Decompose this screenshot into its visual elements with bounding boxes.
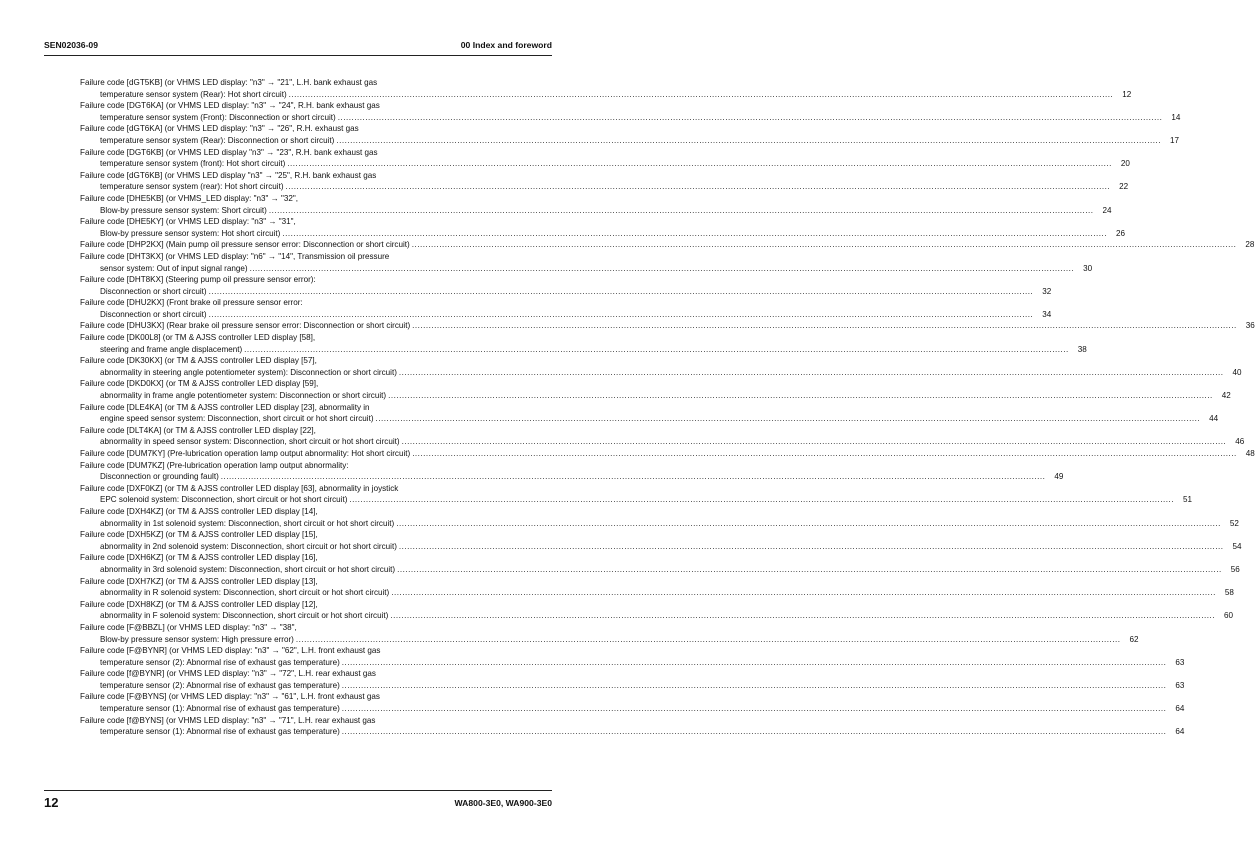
entry-page-number: 56 [1230, 564, 1240, 574]
entry-detail-text: Blow-by pressure sensor system: High pressure error) [100, 634, 294, 644]
header-divider [44, 55, 552, 56]
index-entry [80, 100, 1181, 123]
entry-detail-text: Blow-by pressure sensor system: Hot short circuit) [100, 228, 281, 238]
entry-detail-text: abnormality in 2nd solenoid system: Disconnection, short circuit or hot short circuit) [100, 541, 397, 551]
dot-leader: ............................................................................................................................................................................................................................................................................................................ [249, 263, 1075, 273]
index-entry [80, 622, 1139, 645]
entry-detail-line [80, 367, 1242, 379]
entry-title-line: Failure code [dGT5KB] (or VHMS LED display: "n3" → "21", L.H. bank exhaust gas [80, 78, 378, 87]
entry-detail-line [80, 471, 1064, 483]
index-entry [80, 123, 1179, 146]
index-entry [80, 483, 1193, 506]
entry-page-number: 62 [1129, 634, 1139, 644]
entry-detail-text: temperature sensor system (Front): Disconnection or short circuit) [100, 112, 336, 122]
entry-detail-text: Disconnection or short circuit) [100, 309, 207, 319]
entry-detail-line [80, 436, 1245, 448]
entry-page-number: 52 [1229, 518, 1239, 528]
entry-detail-text: abnormality in speed sensor system: Disconnection, short circuit or hot short circuit) [100, 437, 400, 447]
page-footer [44, 795, 552, 811]
entry-page-number: 38 [1077, 344, 1087, 354]
entry-page-number: 34 [1042, 309, 1052, 319]
dot-leader: ............................................................................................................................................................................................................................................................................................................ [295, 634, 1121, 644]
dot-leader: ............................................................................................................................................................................................................................................................................................................ [341, 657, 1167, 667]
entry-detail-text: EPC solenoid system: Disconnection, short circuit or hot short circuit) [100, 495, 348, 505]
entry-detail-text: engine speed sensor system: Disconnection, short circuit or hot short circuit) [100, 414, 374, 424]
dot-leader: ............................................................................................................................................................................................................................................................................................................ [375, 414, 1201, 424]
dot-leader: ............................................................................................................................................................................................................................................................................................................ [244, 344, 1069, 354]
index-entry [80, 147, 1130, 170]
dot-leader: ............................................................................................................................................................................................................................................................................................................ [341, 680, 1167, 690]
entry-detail-line [80, 320, 1255, 332]
entry-detail-text: temperature sensor system (front): Hot short circuit) [100, 159, 286, 169]
entry-detail-line [80, 112, 1181, 124]
entry-page-number: 30 [1083, 263, 1093, 273]
entry-title-line: Failure code [DHE5KY] (or VHMS LED display: "n3" → "31", [80, 217, 296, 227]
dot-leader: ............................................................................................................................................................................................................................................................................................................ [285, 182, 1111, 192]
entry-title-line: Failure code [DUM7KZ] (Pre-lubrication operation lamp output abnormality: [80, 460, 349, 470]
dot-leader: ............................................................................................................................................................................................................................................................................................................ [401, 437, 1227, 447]
entry-title-line: Failure code [dGT6KA] (or VHMS LED display: "n3" → "26", R.H. exhaust gas [80, 124, 359, 134]
index-entry [80, 460, 1064, 483]
entry-detail-text: abnormality in steering angle potentiometer system): Disconnection or short circuit) [100, 367, 397, 377]
dot-leader: ............................................................................................................................................................................................................................................................................................................ [268, 205, 1094, 215]
entry-page-number: 32 [1042, 286, 1052, 296]
dot-leader: ............................................................................................................................................................................................................................................................................................................ [397, 564, 1222, 574]
entry-detail-text: temperature sensor (2): Abnormal rise of exhaust gas temperature) [100, 657, 340, 667]
entry-page-number: 22 [1119, 182, 1129, 192]
entry-title-line: Failure code [f@BYNS] (or VHMS LED display: "n3" → "71", L.H. rear exhaust gas [80, 715, 376, 725]
dot-leader: ............................................................................................................................................................................................................................................................................................................ [287, 159, 1112, 169]
entry-title-line: Failure code [DXH5KZ] (or TM & AJSS controller LED display [15], [80, 530, 318, 540]
entry-detail-text: abnormality in F solenoid system: Disconnection, short circuit or hot short circuit) [100, 611, 389, 621]
dot-leader: ............................................................................................................................................................................................................................................................................................................ [412, 321, 1237, 331]
entry-detail-text: abnormality in 3rd solenoid system: Disconnection, short circuit or hot short circuit) [100, 564, 396, 574]
entry-page-number: 36 [1245, 321, 1255, 331]
section-title: 00 Index and foreword [460, 40, 552, 50]
index-entry [80, 448, 1255, 460]
entry-detail-line [80, 541, 1242, 553]
entry-detail-line [80, 89, 1132, 101]
entry-title-line: Failure code [DLT4KA] (or TM & AJSS controller LED display [22], [80, 425, 316, 435]
entry-detail-line [80, 390, 1231, 402]
entry-title-line: Failure code [F@BYNS] (or VHMS LED display: "n3" → "61", L.H. front exhaust gas [80, 692, 380, 702]
model-numbers: WA800-3E0, WA900-3E0 [454, 798, 552, 808]
index-entry [80, 668, 1185, 691]
entry-detail-line [80, 309, 1052, 321]
dot-leader: ............................................................................................................................................................................................................................................................................................................ [220, 472, 1046, 482]
index-entry [80, 320, 1255, 332]
entry-detail-text: temperature sensor (2): Abnormal rise of exhaust gas temperature) [100, 680, 340, 690]
entry-page-number: 48 [1245, 449, 1255, 458]
entry-detail-line [80, 158, 1130, 170]
entry-detail-text: temperature sensor system (rear): Hot short circuit) [100, 182, 284, 192]
entry-detail-line [80, 181, 1129, 193]
index-entry [80, 378, 1231, 401]
entry-detail-text: Blow-by pressure sensor system: Short circuit) [100, 205, 267, 215]
dot-leader: ............................................................................................................................................................................................................................................................................................................ [412, 449, 1237, 458]
entry-page-number: 49 [1054, 472, 1064, 482]
entry-page-number: 42 [1221, 391, 1231, 401]
entry-title-line: Failure code [dGT6KB] (or VHMS LED display "n3" → "25", R.H. bank exhaust gas [80, 170, 377, 180]
entry-detail-text: abnormality in 1st solenoid system: Disconnection, short circuit or hot short circuit) [100, 518, 395, 528]
entry-page-number: 26 [1115, 228, 1125, 238]
dot-leader: ............................................................................................................................................................................................................................................................................................................ [208, 309, 1034, 319]
entry-page-number: 14 [1171, 112, 1181, 122]
index-entry-list [80, 77, 1255, 738]
entry-page-number: 17 [1169, 135, 1179, 145]
entry-page-number: 63 [1175, 680, 1185, 690]
entry-detail-line [80, 634, 1139, 646]
entry-detail-line [80, 205, 1112, 217]
index-entry [80, 170, 1129, 193]
dot-leader: ............................................................................................................................................................................................................................................................................................................ [282, 228, 1107, 238]
footer-divider [44, 790, 552, 791]
entry-detail-line [80, 587, 1234, 599]
dot-leader: ............................................................................................................................................................................................................................................................................................................ [388, 391, 1213, 401]
entry-title-line: Failure code [DLE4KA] (or TM & AJSS controller LED display [23], abnormality in [80, 402, 370, 412]
document-code: SEN02036-09 [44, 40, 98, 50]
page-number: 12 [44, 795, 59, 810]
index-entry [80, 599, 1233, 622]
entry-detail-text: Disconnection or short circuit) [100, 286, 207, 296]
dot-leader: ............................................................................................................................................................................................................................................................................................................ [398, 541, 1224, 551]
entry-detail-text: temperature sensor (1): Abnormal rise of exhaust gas temperature) [100, 704, 340, 714]
entry-page-number: 46 [1235, 437, 1245, 447]
entry-title-line: Failure code [DXF0KZ] (or TM & AJSS controller LED display [63], abnormality in joystick [80, 483, 399, 493]
entry-detail-line [80, 344, 1087, 356]
entry-title-line: Failure code [DXH7KZ] (or TM & AJSS controller LED display [13], [80, 576, 318, 586]
index-entry [80, 552, 1240, 575]
entry-page-number: 44 [1209, 414, 1219, 424]
index-entry [80, 239, 1255, 251]
entry-detail-line [80, 413, 1219, 425]
page-header [44, 40, 552, 54]
entry-detail-line [80, 564, 1240, 576]
index-entry [80, 529, 1242, 552]
index-entry [80, 715, 1185, 738]
entry-detail-line [80, 657, 1185, 669]
entry-title-line: Failure code [DHE5KB] (or VHMS_LED display: "n3" → "32", [80, 193, 298, 203]
index-entry [80, 506, 1239, 529]
dot-leader: ............................................................................................................................................................................................................................................................................................................ [208, 286, 1034, 296]
index-entry [80, 332, 1087, 355]
index-entry [80, 425, 1245, 448]
index-entry [80, 691, 1185, 714]
dot-leader: ............................................................................................................................................................................................................................................................................................................ [398, 367, 1224, 377]
entry-detail-line [80, 518, 1239, 530]
entry-detail-text: temperature sensor system (Rear): Hot short circuit) [100, 89, 287, 99]
entry-title-line: Failure code [F@BBZL] (or VHMS LED display: "n3" → "38", [80, 622, 297, 632]
entry-detail-line [80, 610, 1233, 622]
index-entry [80, 645, 1185, 668]
entry-page-number: 63 [1175, 657, 1185, 667]
entry-page-number: 51 [1183, 495, 1193, 505]
dot-leader: ............................................................................................................................................................................................................................................................................................................ [288, 89, 1114, 99]
index-entry [80, 193, 1112, 216]
entry-page-number: 64 [1175, 704, 1185, 714]
entry-title-line: Failure code [DXH6KZ] (or TM & AJSS controller LED display [16], [80, 553, 318, 563]
entry-page-number: 20 [1120, 159, 1130, 169]
dot-leader: ............................................................................................................................................................................................................................................................................................................ [337, 112, 1163, 122]
entry-detail-text: Failure code [DHU3KX] (Rear brake oil pressure sensor error: Disconnection or short circuit) [80, 321, 411, 331]
entry-page-number: 28 [1245, 240, 1255, 250]
entry-detail-text: abnormality in frame angle potentiometer system: Disconnection or short circuit) [100, 391, 387, 401]
entry-page-number: 54 [1232, 541, 1242, 551]
dot-leader: ............................................................................................................................................................................................................................................................................................................ [349, 495, 1175, 505]
dot-leader: ............................................................................................................................................................................................................................................................................................................ [341, 727, 1167, 737]
entry-title-line: Failure code [DHT8KX] (Steering pump oil pressure sensor error): [80, 275, 316, 285]
entry-detail-line [80, 286, 1052, 298]
entry-detail-text: temperature sensor (1): Abnormal rise of exhaust gas temperature) [100, 727, 340, 737]
index-entry [80, 274, 1052, 297]
dot-leader: ............................................................................................................................................................................................................................................................................................................ [336, 135, 1161, 145]
entry-detail-text: Disconnection or grounding fault) [100, 472, 219, 482]
entry-title-line: Failure code [DK00L8] (or TM & AJSS controller LED display [58], [80, 333, 316, 343]
entry-page-number: 12 [1122, 89, 1132, 99]
entry-page-number: 64 [1175, 727, 1185, 737]
entry-title-line: Failure code [F@BYNR] (or VHMS LED display: "n3" → "62", L.H. front exhaust gas [80, 646, 381, 656]
entry-detail-text: abnormality in R solenoid system: Disconnection, short circuit or hot short circuit) [100, 588, 390, 598]
dot-leader: ............................................................................................................................................................................................................................................................................................................ [391, 588, 1216, 598]
index-entry [80, 576, 1234, 599]
entry-detail-line [80, 135, 1179, 147]
index-entry [80, 402, 1219, 425]
entry-detail-text: steering and frame angle displacement) [100, 344, 243, 354]
index-entry [80, 297, 1052, 320]
entry-detail-line [80, 228, 1125, 240]
entry-page-number: 58 [1224, 588, 1234, 598]
entry-detail-text: sensor system: Out of input signal range) [100, 263, 248, 273]
dot-leader: ............................................................................................................................................................................................................................................................................................................ [390, 611, 1215, 621]
entry-page-number: 60 [1223, 611, 1233, 621]
entry-title-line: Failure code [DHT3KX] (or VHMS LED display: "n6" → "14", Transmission oil pressure [80, 251, 390, 261]
dot-leader: ............................................................................................................................................................................................................................................................................................................ [341, 704, 1167, 714]
entry-title-line: Failure code [DKD0KX] (or TM & AJSS controller LED display [59], [80, 379, 319, 389]
index-entry [80, 251, 1093, 274]
entry-detail-text: temperature sensor system (Rear): Disconnection or short circuit) [100, 135, 335, 145]
entry-detail-text: Failure code [DUM7KY] (Pre-lubrication operation lamp output abnormality: Hot short circuit) [80, 449, 411, 458]
entry-page-number: 24 [1102, 205, 1112, 215]
index-entry [80, 355, 1242, 378]
entry-title-line: Failure code [DGT6KA] (or VHMS LED display: "n3" → "24", R.H. bank exhaust gas [80, 101, 380, 111]
index-entry [80, 77, 1132, 100]
dot-leader: ............................................................................................................................................................................................................................................................................................................ [396, 518, 1221, 528]
entry-title-line: Failure code [DXH4KZ] (or TM & AJSS controller LED display [14], [80, 506, 318, 516]
entry-detail-line [80, 703, 1185, 715]
dot-leader: ............................................................................................................................................................................................................................................................................................................ [411, 240, 1237, 250]
entry-detail-line [80, 726, 1185, 738]
entry-detail-line [80, 494, 1193, 506]
index-entry [80, 216, 1125, 239]
entry-detail-text: Failure code [DHP2KX] (Main pump oil pressure sensor error: Disconnection or short circuit) [80, 240, 410, 250]
entry-detail-line [80, 680, 1185, 692]
entry-title-line: Failure code [f@BYNR] (or VHMS LED display: "n3" → "72", L.H. rear exhaust gas [80, 669, 376, 679]
entry-detail-line [80, 448, 1255, 460]
entry-title-line: Failure code [DGT6KB] (or VHMS LED display "n3" → "23", R.H. bank exhaust gas [80, 147, 378, 157]
entry-detail-line [80, 263, 1093, 275]
entry-title-line: Failure code [DXH8KZ] (or TM & AJSS controller LED display [12], [80, 599, 318, 609]
entry-detail-line [80, 239, 1255, 251]
entry-title-line: Failure code [DK30KX] (or TM & AJSS controller LED display [57], [80, 356, 317, 366]
entry-page-number: 40 [1232, 367, 1242, 377]
entry-title-line: Failure code [DHU2KX] (Front brake oil pressure sensor error: [80, 298, 303, 308]
